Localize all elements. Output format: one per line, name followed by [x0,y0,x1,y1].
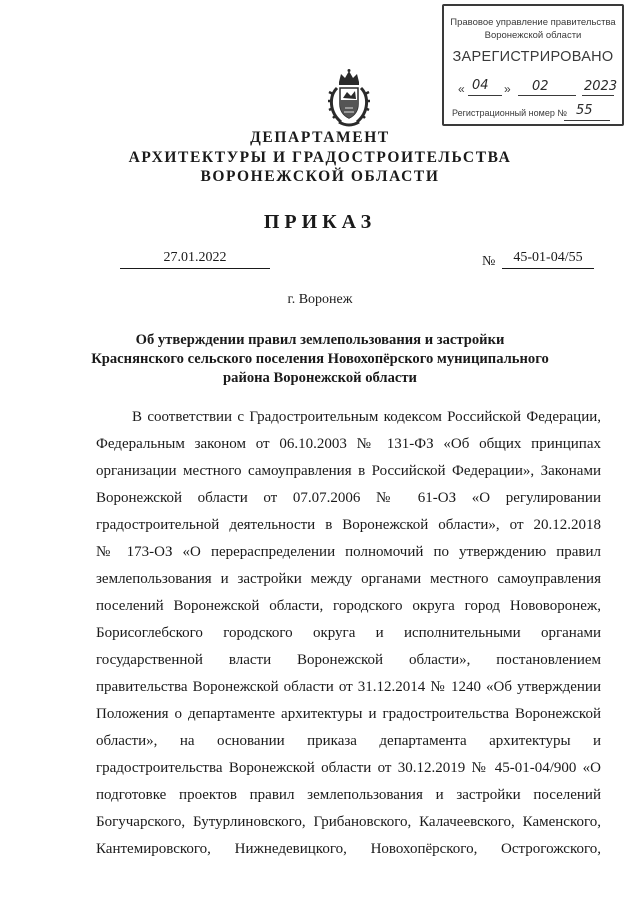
order-date-underline [120,268,270,269]
dept-line-1: ДЕПАРТАМЕНТ [250,129,390,146]
order-number-underline [502,268,594,269]
body-line: землепользования и застройки между органами местного самоуправления [96,571,601,587]
body-line: Борисоглебского городского округа и исполнительными органами [96,625,601,641]
body-line: № 173-ОЗ «О перераспределении полномочий по утверждению правил [96,544,601,560]
body-line: градостроительной деятельности в Воронежской области», от 20.12.2018 [96,517,601,533]
body-line: организации местного самоуправления в Российской Федерации», Законами [96,463,601,479]
city-line: г. Воронеж [287,292,353,307]
stamp-close-quote: » [504,82,511,96]
body-line: В соответствии с Градостроительным кодексом Российской Федерации, [132,409,601,425]
stamp-org-line1: Правовое управление правительства [450,17,616,28]
body-line: Федеральным законом от 06.10.2003 № 131-ФЗ «Об общих принципах [96,436,601,452]
body-line: поселений Воронежской области, городского округа город Нововоронеж, [96,598,601,614]
stamp-year: 2023 [584,79,618,94]
document-type-heading: ПРИКАЗ [263,211,377,233]
stamp-month: 02 [532,79,549,94]
stamp-date-row [458,76,616,100]
stamp-day: 04 [472,78,489,93]
registration-stamp [442,4,624,126]
body-line: Богучарского, Бутурлиновского, Грибановского, Калачеевского, Каменского, [96,814,601,830]
dept-line-3: ВОРОНЕЖСКОЙ ОБЛАСТИ [200,168,440,185]
order-number: 45-01-04/55 [513,250,583,265]
order-title-line-2: Краснянского сельского поселения Новохопёрского муниципального [91,351,549,367]
stamp-number-row [452,104,616,124]
order-date: 27.01.2022 [163,250,227,265]
order-number-sign: № [482,254,496,269]
stamp-registered-label: ЗАРЕГИСТРИРОВАНО [452,49,614,65]
coat-of-arms-icon [323,68,375,128]
body-line: подготовке проектов правил землепользования и застройки поселений [96,787,601,803]
dept-line-2: АРХИТЕКТУРЫ И ГРАДОСТРОИТЕЛЬСТВА [128,149,512,166]
body-line: области», на основании приказа департамента архитектуры и [96,733,601,749]
body-line: градостроительства Воронежской области от 30.12.2019 № 45-01-04/900 «О [96,760,601,776]
stamp-open-quote: « [458,82,465,96]
order-title-line-1: Об утверждении правил землепользования и застройки [135,332,505,348]
stamp-org-line2: Воронежской области [484,30,582,41]
order-title-line-3: района Воронежской области [223,370,417,386]
body-line: государственной власти Воронежской области», постановлением [96,652,601,668]
body-line: Кантемировского, Нижнедевицкого, Новохопёрского, Острогожского, [96,841,601,857]
body-line: Положения о департаменте архитектуры и градостроительства Воронежской [96,706,601,722]
body-line: правительства Воронежской области от 31.12.2014 № 1240 «Об утверждении [96,679,601,695]
body-line: Воронежской области от 07.07.2006 № 61-ОЗ «О регулировании [96,490,601,506]
stamp-reg-number-label: Регистрационный номер № [452,108,568,118]
stamp-reg-number: 55 [576,103,593,118]
